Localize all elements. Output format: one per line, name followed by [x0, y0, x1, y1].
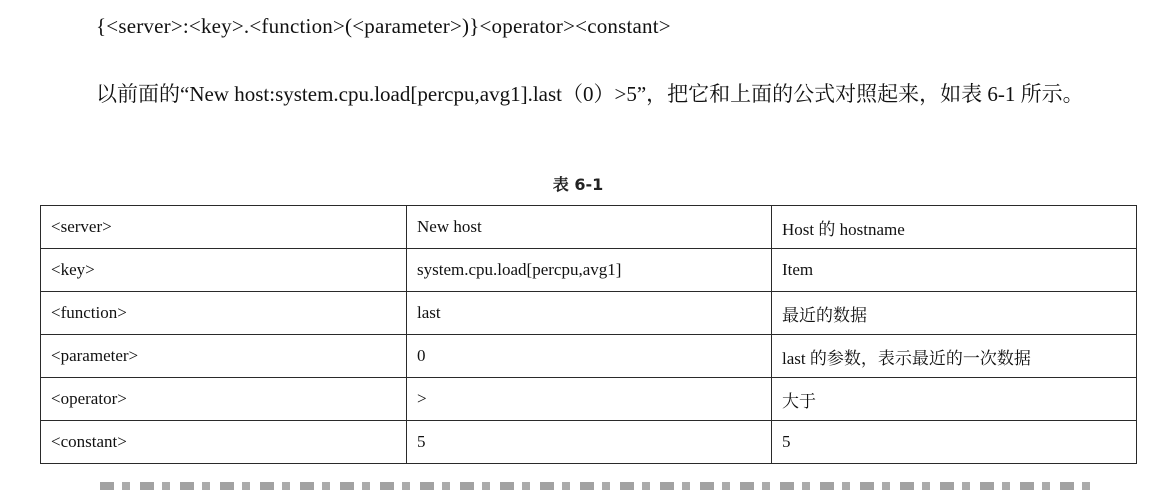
table-cell-value: New host: [407, 206, 772, 249]
table-cell-description: 大于: [772, 378, 1137, 421]
table-cell-description: 最近的数据: [772, 292, 1137, 335]
paragraph-text: 以前面的“New host:system.cpu.load[percpu,avg1].last（0）>5”，把它和上面的公式对照起来，如表 6-1 所示。: [96, 82, 1084, 106]
explanation-paragraph: [42, 74, 1142, 114]
cut-off-next-line: [0, 478, 1156, 490]
table-cell-value: >: [407, 378, 772, 421]
table-cell-placeholder: <key>: [41, 249, 407, 292]
table-row: [41, 378, 1137, 421]
table-cell-value: system.cpu.load[percpu,avg1]: [407, 249, 772, 292]
table-row: [41, 292, 1137, 335]
table-cell-value: 0: [407, 335, 772, 378]
formula-line: {<server>:<key>.<function>(<parameter>)}<operator><constant>: [96, 14, 671, 38]
table-cell-placeholder: <parameter>: [41, 335, 407, 378]
table-cell-placeholder: <operator>: [41, 378, 407, 421]
table-cell-placeholder: <server>: [41, 206, 407, 249]
table-caption: 表 6-1: [552, 175, 604, 194]
table-row: [41, 335, 1137, 378]
table-cell-description: Host 的 hostname: [772, 206, 1137, 249]
table-row: [41, 421, 1137, 464]
table-row: [41, 206, 1137, 249]
table-cell-value: last: [407, 292, 772, 335]
table-cell-placeholder: <constant>: [41, 421, 407, 464]
table-cell-placeholder: <function>: [41, 292, 407, 335]
comparison-table: [40, 205, 1137, 464]
table-row: [41, 249, 1137, 292]
table-cell-description: Item: [772, 249, 1137, 292]
table-cell-description: last 的参数，表示最近的一次数据: [772, 335, 1137, 378]
cut-off-text-fragment: [100, 482, 1100, 490]
table-cell-value: 5: [407, 421, 772, 464]
table-cell-description: 5: [772, 421, 1137, 464]
